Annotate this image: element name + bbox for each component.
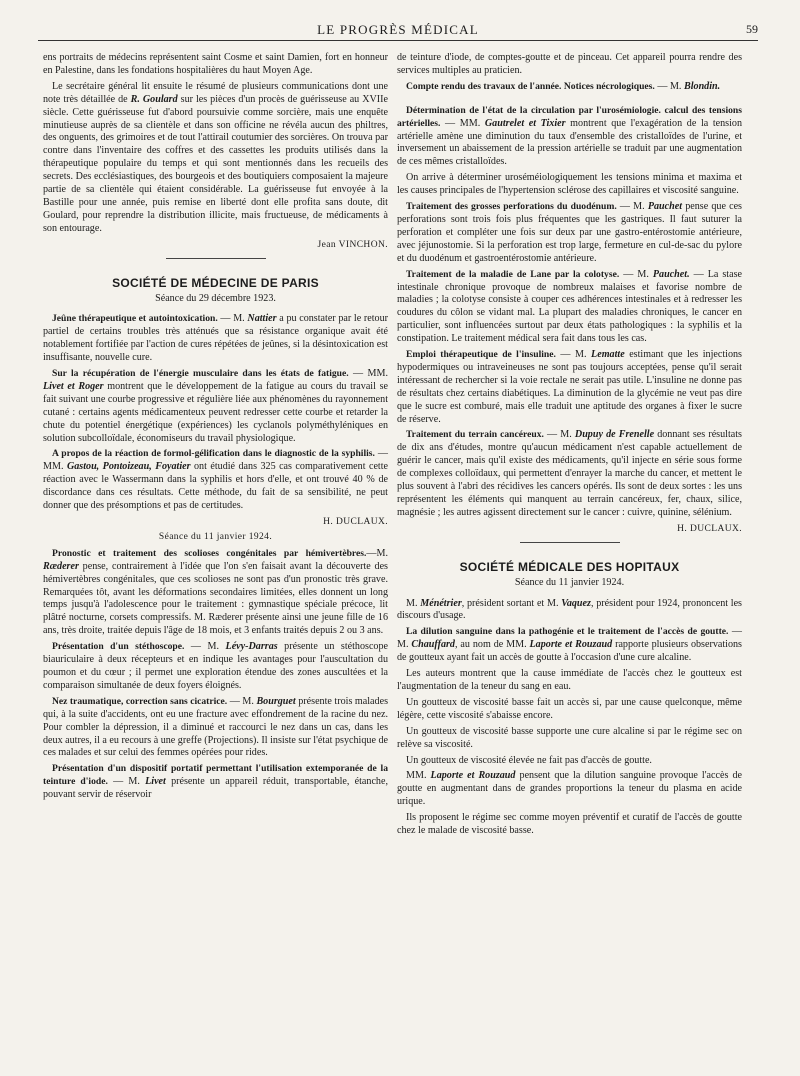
text: sur les pièces d'un procès de guérisseuse au XVIIe siècle. Cette guérisseuse fut d'abord poursuivie comme sorcière, mais une enquête minutieuse auprès de sa clientèle et dans son officine ne révéla aucun des philtres, des onguents, des grimoires et de tout l'attirail coutumier des sorcières. On trouva par contre dans l'inventaire des coffres et des cassettes les produits utilisés dans la thérapeutique populaire du temps et qui sont mentionnés dans les recueils des secrets. Des ecclésiastiques, des bourgeois et des boutiquiers composaient la majeure partie de sa clientèle qui étaient considérable. La guérisseuse fut envoyée à la Bastille pour une année, puis remise en liberté dont elle profita sans doute, dit Goulard, pour reprendre la distribution illicite, mais fructueuse, de médicaments à son entourage.	[43, 93, 388, 234]
paragraph-title: Sur la récupération de l'énergie musculaire dans les états de fatigue.	[52, 368, 349, 380]
paragraph	[397, 770, 742, 809]
text: rapporte plusieurs observations de goutteux ayant fait un accès de goutte à l'occasion d'une cure alcaline.	[397, 639, 742, 664]
text: — M.	[227, 695, 257, 707]
text: — M.	[555, 349, 592, 361]
paragraph: Les auteurs montrent que la cause immédiate de l'accès chez le goutteux est l'augmentation de la teneur du sang en eau.	[397, 668, 742, 692]
author-name: Dupuy de Frenelle	[574, 429, 655, 441]
paragraph	[43, 548, 388, 638]
paragraph	[397, 81, 742, 94]
author-name: Laporte et Rouzaud	[529, 639, 613, 651]
society-heading: SOCIÉTÉ MÉDICALE DES HOPITAUX	[459, 559, 680, 574]
paragraph-title: Emploi thérapeutique de l'insuline.	[406, 349, 556, 361]
session-date: Séance du 11 janvier 1924.	[514, 576, 625, 588]
author-name: Livet et Roger	[43, 380, 104, 392]
text: montrent que le développement de la fatigue au cours du travail se fait suivant une courbe progressive et régulière liée aux phénomènes du rayonnement cutané : certains agents médicamenteux peuvent redresser cette courbe et retarder la chute du potentiel énergétique (expériences) les cyclanols polyméthyléniques en solution subcolloïdale, économiseurs du travail physiologique.	[43, 380, 388, 444]
text: pense, contrairement à l'idée que l'on s'en faisait avant la découverte des hémivertèbres congénitales, que ces scolioses ne sont pas d'un pronostic très grave. Remarquées tôt, avant les déformations secondaires limitées, elles donnent un long temps jusqu'à l'adolescence pour le traitement : gymnastique spéciale précoce, lit plâtré nocturne, corsets compressifs. M. Ræderer présente ainsi une jeune fille de 16 ans, très droite, traitée depuis l'âge de 18 mois, et 3 enfants traités depuis 2 ou 3 ans.	[43, 560, 388, 637]
author-name: Gastou, Pontoizeau, Foyatier	[66, 461, 191, 473]
author-name: Pauchet.	[652, 268, 690, 280]
paragraph: Un goutteux de viscosité basse fait un accès si, par une cause quelconque, même légère, cette viscosité s'abaisse encore.	[397, 696, 742, 721]
paragraph-title: La dilution sanguine dans la pathogénie et le traitement de l'accès de goutte.	[406, 626, 729, 638]
text: pense que ces perforations sont trois fois plus fréquentes que les gastriques. Il faut suturer la perforation et compléter une fois sur deux par une gastro-entérostomie antérieure, avec jéjunostomie. Si la perforation est trop large, fermeture en cul-de-sac du pylore et du duodénum et gastroentérostomie antérieure.	[397, 201, 742, 264]
signature: H. DUCLAUX.	[677, 523, 742, 534]
text: présente un appareil réduit, transportable, étanche, pouvant servir de réservoir	[43, 776, 388, 801]
text: , au nom de MM.	[454, 639, 530, 651]
section-divider	[520, 542, 620, 543]
text: — M.	[616, 201, 648, 213]
text: —M.	[366, 547, 388, 559]
text: — M.	[397, 626, 742, 651]
paragraph	[397, 598, 742, 624]
paragraph: On arrive à déterminer uroséméiologiquement les tensions minima et maxima et les causes principales de l'hypertension sclérose des capillaires et viscosité sanguine.	[397, 172, 742, 197]
page-number: 59	[746, 22, 758, 36]
paragraph	[43, 763, 388, 802]
session-date: Séance du 29 décembre 1923.	[155, 292, 276, 304]
header-rule	[38, 40, 758, 41]
text: présente trois malades qui, à la suite d'accidents, ont eu une fracture avec effondrement de la racine du nez. Pour combler la dépression, il a diminué et raccourci le nez dans un cas, dans les deux autres, il a eu recours à une greffe (Projections). Il insiste sur l'état psychique de ces malades et sur celui des femmes opérées pour rides.	[43, 695, 388, 759]
journal-title: LE PROGRÈS MÉDICAL	[317, 22, 479, 37]
page-header	[38, 22, 758, 40]
paragraph-title: Pronostic et traitement des scolioses congénitales par hémivertèbres.	[52, 547, 367, 559]
paragraph: de teinture d'iode, de comptes-goutte et de pinceau. Cet appareil pourra rendre des services multiples au praticien.	[397, 52, 742, 76]
author-name: Livet	[145, 776, 166, 788]
text: montrent que l'exagération de la tension artérielle amène une diminution du taux d'ensemble des cristalloïdes de l'urine, et inversement un abaissement de la pression artérielle se traduit par une augmentation de ces mêmes cristalloïdes.	[397, 117, 743, 168]
author-name: Vaquez	[561, 597, 591, 609]
paragraph	[397, 269, 742, 346]
section-divider	[166, 258, 266, 259]
paragraph	[397, 349, 742, 426]
text: a pu constater par le retour partiel de certains troubles très atténués que sa résistance organique avait été notablement fortifiée par l'action de cures répétées de jeûnes, si la désintoxication est insuffisante, nouvelle cure.	[43, 313, 388, 364]
paragraph-title: Traitement des grosses perforations du duodénum.	[406, 201, 617, 213]
paragraph-title: Présentation d'un stéthoscope.	[52, 641, 185, 653]
paragraph-title: Compte rendu des travaux de l'année. Notices nécrologiques.	[406, 80, 655, 92]
paragraph	[43, 641, 388, 693]
author-name: Blondin.	[683, 80, 721, 92]
paragraph-title: Traitement du terrain cancéreux.	[406, 429, 544, 441]
text: M.	[406, 597, 421, 609]
text: pensent que la dilution sanguine provoque l'accès de goutte en augmentant dans de grandes proportions la teneur du plasma en acide urique.	[397, 770, 742, 808]
text: — M.	[543, 429, 575, 441]
paragraph: Un goutteux de viscosité basse supporte une cure alcaline si par le régime sec on relève sa viscosité.	[397, 725, 742, 750]
text: , président pour 1924, prononcent les discours d'usage.	[397, 597, 742, 622]
paragraph: ens portraits de médecins représentent saint Cosme et saint Damien, fort en honneur en Palestine, dans les fondations hospitalières du haut Moyen Age.	[43, 52, 388, 76]
paragraph	[43, 313, 388, 365]
author-name: Gautrelet et Tixier	[484, 117, 566, 129]
paragraph	[397, 201, 742, 266]
text: — M.	[619, 268, 653, 280]
author-name: Lematte	[591, 349, 625, 361]
author-name: Ménétrier	[420, 597, 462, 609]
spacer	[397, 97, 742, 105]
author-name: Laporte et Rouzaud	[430, 770, 516, 782]
left-column	[43, 52, 388, 805]
author-name: Ræderer	[43, 560, 79, 572]
session-date: Séance du 11 janvier 1924.	[158, 531, 273, 542]
paragraph-title: Traitement de la maladie de Lane par la colotyse.	[406, 268, 620, 280]
paragraph	[43, 448, 388, 513]
text: , président sortant et M.	[461, 597, 562, 609]
paragraph	[43, 81, 388, 236]
author-name: R. Goulard	[130, 93, 178, 105]
paragraph-title: Détermination de l'état de la circulation par l'urosémiologie. calcul des tensions artérielles.	[397, 104, 742, 129]
paragraph: Ils proposent le régime sec comme moyen préventif et curatif de l'accès de goutte chez le malade de viscosité basse.	[397, 812, 742, 837]
text: — La stase intestinale chronique provoque de nombreux malaises et favorise nombre de maladies ; la colotyse consiste à couper ces adhérences intestinales et à redresser les coudures du côlon se vidant mal. La plupart des maladies chroniques, le cancer en particulier, sont influencées surtout par deux états pathologiques : la syphilis et la constipation. Le traitement médical sera fait dans tous les cas.	[397, 268, 742, 345]
society-heading: SOCIÉTÉ DE MÉDECINE DE PARIS	[112, 275, 319, 290]
text: — M.	[184, 641, 226, 653]
text: — M.	[654, 80, 684, 92]
paragraph	[397, 626, 742, 665]
text: MM.	[406, 770, 431, 782]
author-name: Bourguet	[256, 695, 296, 707]
text: — M.	[217, 313, 248, 325]
text: présente un stéthoscope biauriculaire à deux récepteurs et en indique les avantages pour l'auscultation du poumon et du cœur ; il permet une exploration étendue des zones auscultées et la comparaison simultanée de deux foyers éloignés.	[43, 641, 388, 691]
signature: Jean VINCHON.	[317, 239, 388, 250]
signature: H. DUCLAUX.	[323, 517, 388, 527]
text: — MM.	[348, 368, 388, 380]
author-name: Pauchet	[647, 201, 683, 213]
text: — M.	[107, 776, 146, 788]
text: — MM.	[440, 117, 485, 129]
right-column	[397, 52, 742, 841]
text: donnant ses résultats de dix ans d'études, montre qu'aucun médicament n'est capable actuellement de guérir le cancer, mais qu'il existe des médicaments, qu'il injecte en série sous forme de complexes colloïdaux, qui permettent d'enrayer la marche du cancer, et mettent le plus souvent à l'abri des récidives les cancers opérés. Ils sont de deux sortes : les uns représentent les éléments qui manquent au terrain cancéreux, fer, chaux, silice, magnésie ; les autres agissent directement sur le cancer : cuivre, quinine, sélénium.	[397, 429, 742, 518]
text: — MM.	[43, 448, 389, 473]
paragraph	[397, 105, 742, 170]
paragraph	[43, 368, 388, 445]
text: ont étudié dans 325 cas comparativement cette réaction avec le Wassermann dans la syphilis et hors d'elle, et ont trouvé 40 % de discordance dans ces résultats. Cette méthode, du fait de sa sensibilité, ne peut donner que des présomptions et pas de certitudes.	[43, 461, 389, 512]
author-name: Chauffard	[411, 639, 455, 651]
text: Le secrétaire général lit ensuite le résumé de plusieurs communications dont une note très détaillée de	[43, 80, 388, 105]
paragraph-title: Jeûne thérapeutique et autointoxication.	[52, 313, 218, 325]
paragraph-title: Nez traumatique, correction sans cicatrice.	[52, 695, 228, 707]
paragraph	[397, 429, 742, 519]
paragraph	[43, 696, 388, 761]
text: estimant que les injections hypodermiques ou intraveineuses ne sont pas toujours acceptées, pense qu'il serait intéressant de rechercher si la voie rectale ne serait pas utile. L'insuline ne donne pas de résultats chez certains diabétiques. La diminution de la glycémie ne veut pas dire que le sucre est comburé, mais elle traduit une aptitude des organes à fixer le sucre de réserve.	[397, 349, 742, 425]
paragraph-title: A propos de la réaction de formol-gélification dans le diagnostic de la syphilis.	[52, 448, 375, 460]
paragraph-title: Présentation d'un dispositif portatif permettant l'utilisation extemporanée de la teinture d'iode.	[43, 763, 388, 788]
author-name: Nattier	[247, 313, 277, 325]
paragraph: Un goutteux de viscosité élevée ne fait pas d'accès de goutte.	[406, 754, 652, 766]
author-name: Lévy-Darras	[225, 641, 278, 653]
